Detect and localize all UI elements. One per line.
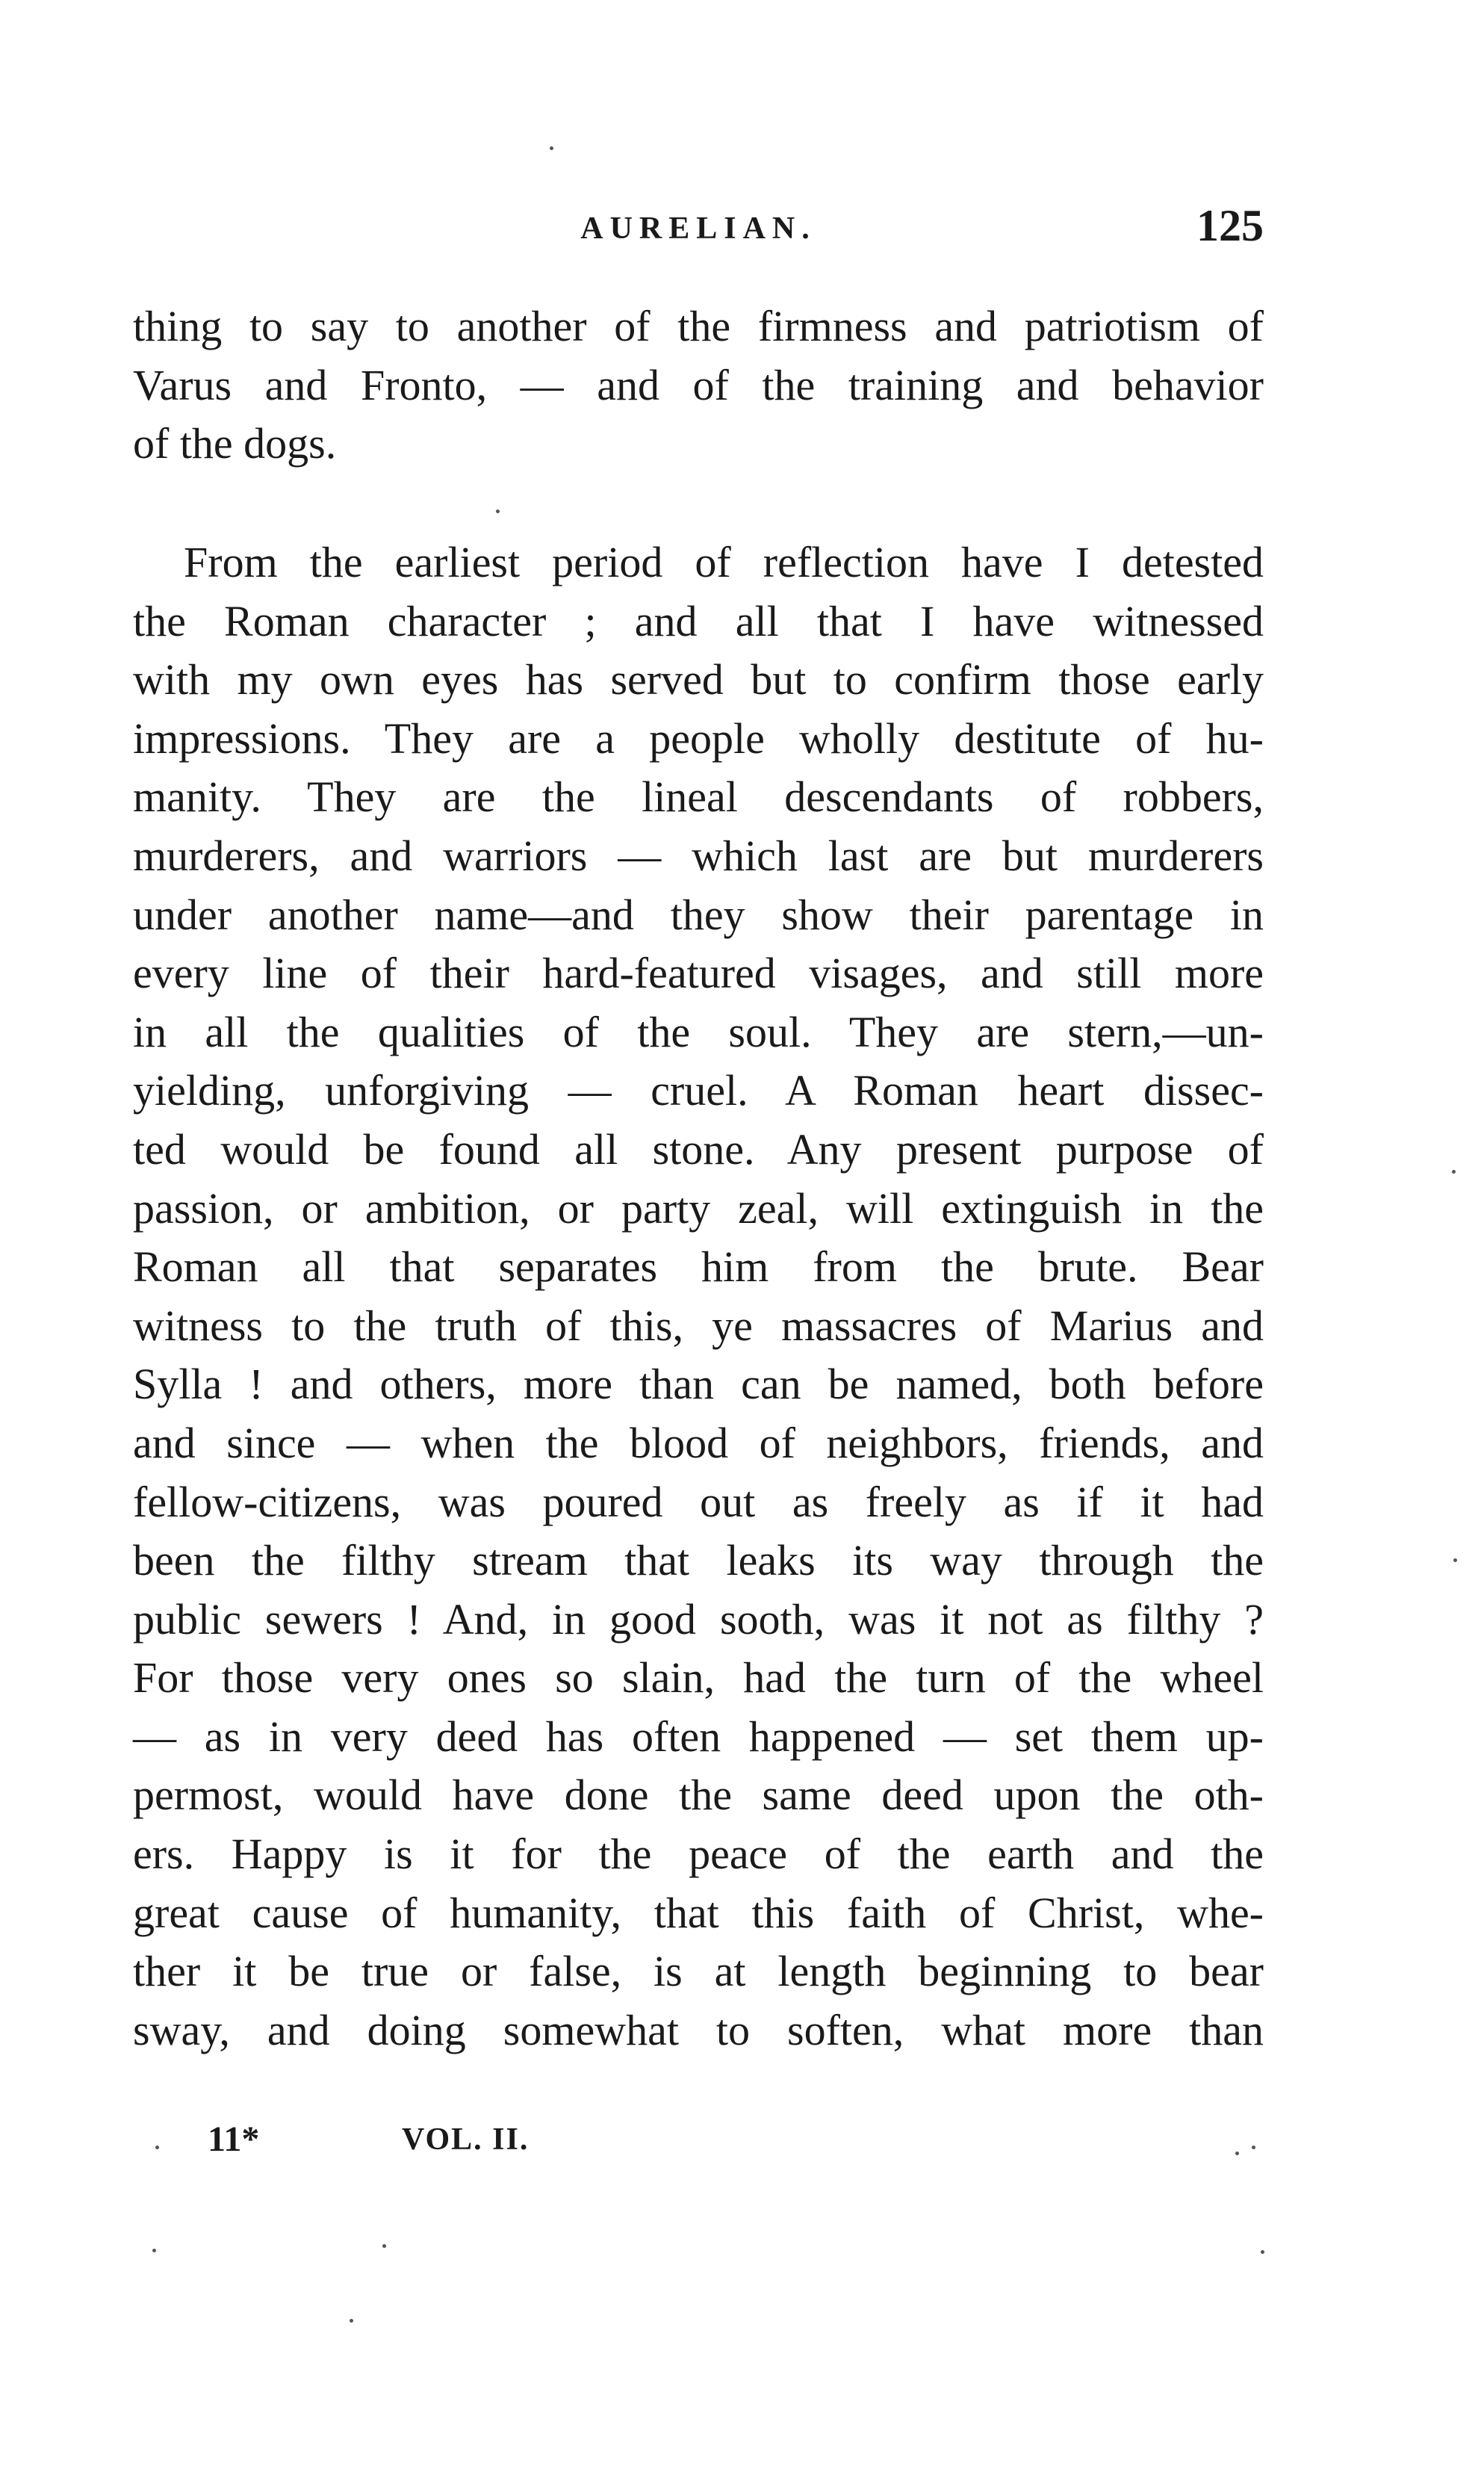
text-line: thing to say to another of the firmness and patriotism of <box>133 302 1264 350</box>
print-speck <box>1261 2250 1264 2254</box>
paragraph-main <box>133 533 1264 2060</box>
print-speck <box>1452 1170 1456 1174</box>
text-line: of the dogs. <box>133 419 337 468</box>
text-line: For those very ones so slain, had the turn of the wheel <box>133 1653 1264 1703</box>
paragraph-continued <box>133 297 1264 474</box>
print-speck <box>152 2249 156 2252</box>
text-line: passion, or ambition, or party zeal, will extinguish in the <box>133 1183 1264 1233</box>
text-line: manity. They are the lineal descendants of robbers, <box>133 772 1264 822</box>
page-footer <box>133 2119 1264 2171</box>
text-line: in all the qualities of the soul. They are stern,—un- <box>133 1007 1264 1056</box>
text-line: Varus and Fronto, — and of the training and behavior <box>133 360 1264 409</box>
print-speck <box>550 146 553 150</box>
text-line: sway, and doing somewhat to soften, what more than <box>133 2005 1264 2054</box>
text-line: ers. Happy is it for the peace of the earth and the <box>133 1830 1264 1879</box>
print-speck <box>1453 1558 1457 1562</box>
text-line: impressions. They are a people wholly destitute of hu- <box>133 713 1264 763</box>
print-speck <box>350 2319 353 2323</box>
running-title: AURELIAN. <box>580 211 816 246</box>
text-line: Roman all that separates him from the brute. Bear <box>133 1242 1264 1292</box>
text-line: ted would be found all stone. Any present purpose of <box>133 1124 1264 1174</box>
page-number: 125 <box>1196 201 1264 250</box>
text-line: public sewers ! And, in good sooth, was it not as filthy ? <box>133 1594 1264 1644</box>
volume-label: VOL. II. <box>402 2122 530 2157</box>
print-speck <box>1235 2152 1239 2155</box>
text-line: with my own eyes has served but to confirm those early <box>133 655 1264 704</box>
page-header <box>133 200 1264 260</box>
text-line: fellow-citizens, was poured out as freely as if it had <box>133 1477 1264 1526</box>
text-line: and since — when the blood of neighbors, friends, and <box>133 1418 1264 1467</box>
text-line: the Roman character ; and all that I have witnessed <box>133 596 1264 645</box>
text-line: been the filthy stream that leaks its way through the <box>133 1536 1264 1585</box>
print-speck <box>155 2146 159 2149</box>
signature-mark: 11* <box>208 2119 260 2159</box>
text-line: every line of their hard-featured visages, and still more <box>133 949 1264 998</box>
text-line: under another name—and they show their parentage in <box>133 890 1264 939</box>
print-speck <box>496 509 500 513</box>
text-line: witness to the truth of this, ye massacres of Marius and <box>133 1301 1264 1350</box>
text-line: permost, would have done the same deed upon the oth- <box>133 1771 1264 1820</box>
text-line: From the earliest period of reflection have I detested <box>184 538 1264 586</box>
print-speck <box>382 2244 386 2248</box>
text-line: great cause of humanity, that this faith of Christ, whe- <box>133 1888 1264 1937</box>
text-line: — as in very deed has often happened — set them up- <box>133 1712 1264 1761</box>
print-speck <box>1252 2146 1255 2149</box>
text-line: Sylla ! and others, more than can be named, both before <box>133 1360 1264 1409</box>
text-line: ther it be true or false, is at length beginning to bear <box>133 1947 1264 1996</box>
text-line: yielding, unforgiving — cruel. A Roman heart dissec- <box>133 1066 1264 1115</box>
text-line: murderers, and warriors — which last are but murderers <box>133 831 1264 880</box>
